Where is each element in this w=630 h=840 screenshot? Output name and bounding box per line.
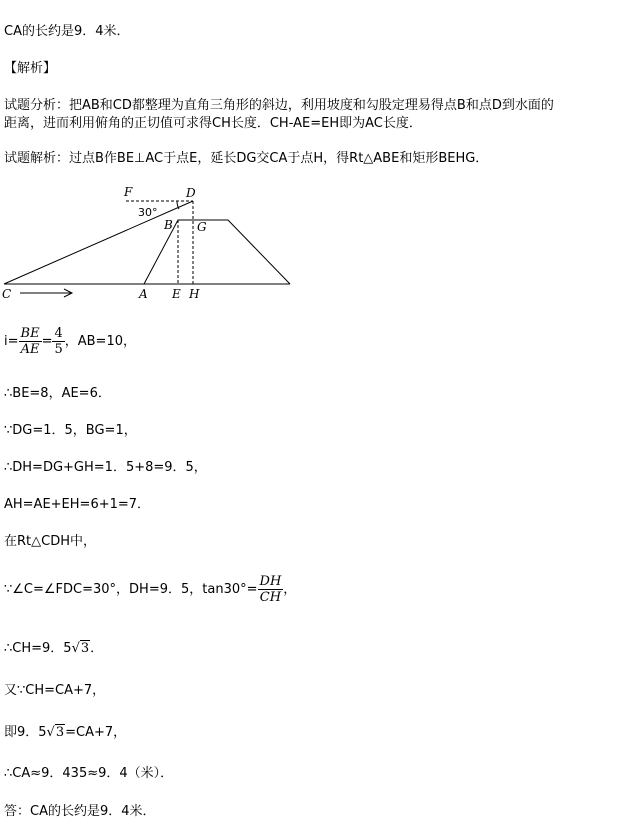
fraction-BE-AE: $\frac{BE}{AE}$: [20, 326, 40, 357]
sqrt-3-b: √3: [46, 725, 65, 740]
step-CH-CA: 又∵CH=CA+7，: [4, 683, 106, 698]
fraction-4-5: $\frac{4}{5}$: [54, 326, 63, 357]
step-equation: 即9．5√3=CA+7，: [4, 725, 127, 740]
analysis-heading: 【解析】: [4, 61, 57, 76]
step-triangle-CDH: 在Rt△CDH中，: [4, 534, 96, 549]
step-BE-AE: ∴BE=8，AE=6．: [4, 386, 111, 401]
label-D: D: [186, 186, 196, 200]
fraction-DH-CH: $\frac{DH}{CH}$: [259, 574, 282, 605]
label-angle: 30°: [138, 206, 158, 219]
slope-equation: i= $\frac{BE}{AE}$ = $\frac{4}{5}$ ，AB=10，: [4, 326, 136, 357]
label-A: A: [139, 287, 148, 301]
label-H: H: [189, 287, 200, 301]
label-G: G: [197, 220, 207, 234]
step-DG-BG: ∵DG=1．5，BG=1，: [4, 423, 137, 438]
label-B: B: [164, 218, 173, 232]
label-E: E: [172, 287, 181, 301]
geometry-figure: [0, 180, 300, 305]
step-CH: ∴CH=9．5√3．: [4, 641, 104, 656]
analysis-text-2: 距离，进而利用俯角的正切值可求得CH长度．CH-AE=EH即为AC长度．: [4, 116, 422, 131]
sqrt-3: √3: [71, 641, 90, 656]
step-DH: ∴DH=DG+GH=1．5+8=9．5，: [4, 460, 207, 475]
final-answer: 答：CA的长约是9．4米．: [4, 804, 156, 819]
answer-line-top: CA的长约是9．4米．: [4, 24, 130, 39]
label-F: F: [124, 185, 133, 199]
step-AH: AH=AE+EH=6+1=7．: [4, 497, 151, 512]
line-CD: [4, 201, 193, 284]
step-tan30: ∵∠C=∠FDC=30°，DH=9．5，tan30°= $\frac{DH}{CH}$ ，: [4, 574, 297, 605]
analysis-text-1: 试题分析：把AB和CD都整理为直角三角形的斜边，利用坡度和勾股定理易得点B和点D到水面的: [4, 98, 554, 113]
label-C: C: [2, 287, 12, 301]
step-CA-result: ∴CA≈9．435≈9．4（米）．: [4, 766, 174, 781]
solution-intro: 试题解析：过点B作BE⊥AC于点E，延长DG交CA于点H，得Rt△ABE和矩形BEHG．: [4, 151, 489, 166]
